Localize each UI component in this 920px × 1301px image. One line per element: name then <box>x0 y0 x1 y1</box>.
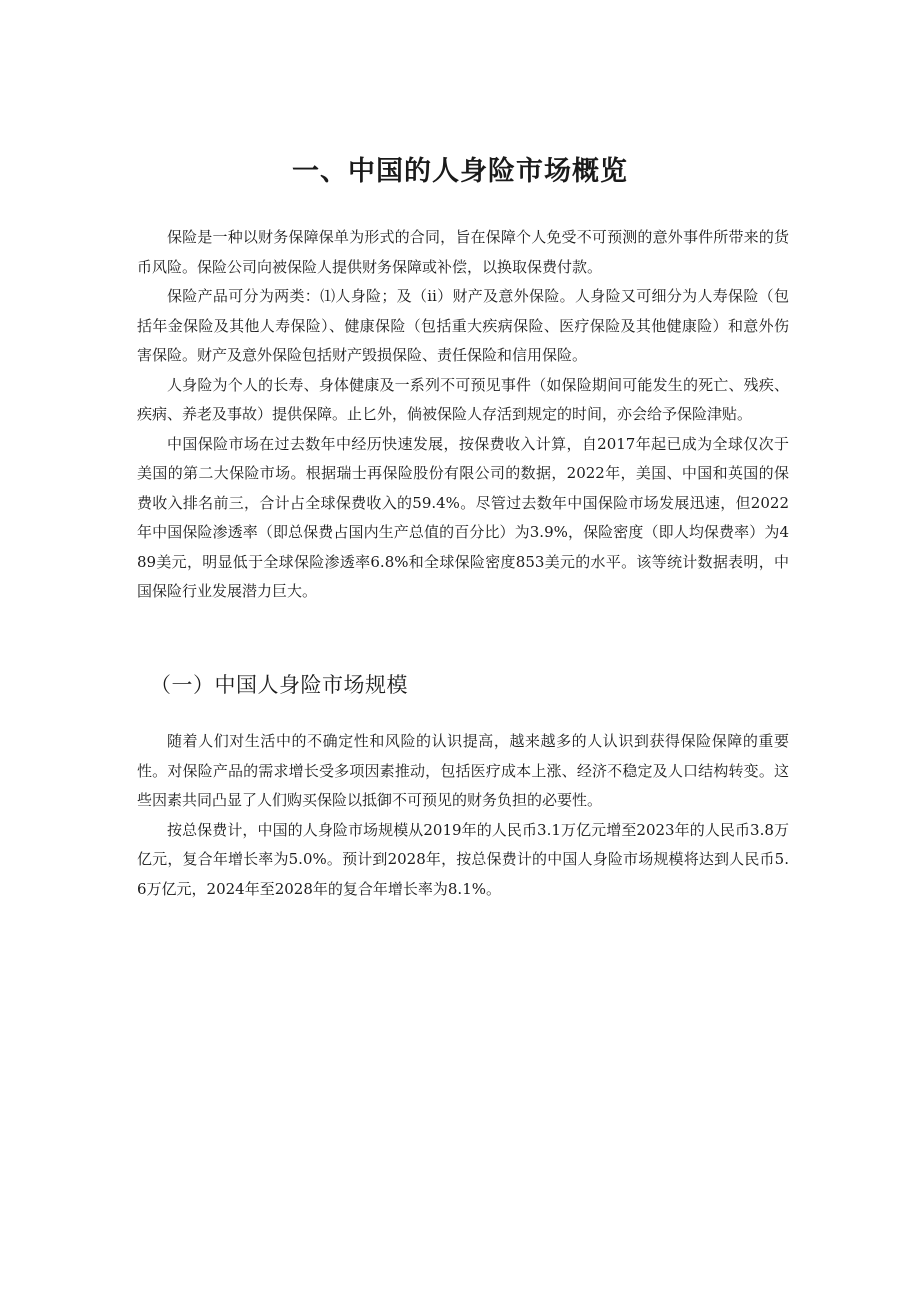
section-heading: （一）中国人身险市场规模 <box>150 673 408 697</box>
paragraph-insurance-definition: 保险是一种以财务保障保单为形式的合同，旨在保障个人免受不可预测的意外事件所带来的货币风险。保险公司向被保险人提供财务保障或补偿，以换取保费付款。 <box>137 228 789 276</box>
paragraph-demand-drivers: 随着人们对生活中的不确定性和风险的认识提高，越来越多的人认识到获得保险保障的重要性。对保险产品的需求增长受多项因素推动，包括医疗成本上涨、经济不稳定及人口结构转变。这些因素共同凸显了人们购买保险以抵御不可预见的财务负担的必要性。 <box>137 732 789 809</box>
paragraph-life-insurance: 人身险为个人的长寿、身体健康及一系列不可预见事件（如保险期间可能发生的死亡、残疾、疾病、养老及事故）提供保障。止匕外，倘被保险人存活到规定的时间，亦会给予保险津贴。 <box>137 375 789 423</box>
page-title: 一、中国的人身险市场概览 <box>292 156 628 187</box>
intro-section <box>137 223 789 607</box>
market-size-section <box>137 727 789 904</box>
paragraph-product-types: 保险产品可分为两类：⑴人身险；及（ⅱ）财产及意外保险。人身险又可细分为人寿保险（包括年金保险及其他人寿保险）、健康保险（包括重大疾病保险、医疗保险及其他健康险）和意外伤害保险。财产及意外保险包括财产毁损保险、责任保险和信用保险。 <box>137 287 789 364</box>
paragraph-market-size: 按总保费计，中国的人身险市场规模从2019年的人民币3.1万亿元增至2023年的人民币3.8万亿元，复合年增长率为5.0%。预计到2028年，按总保费计的中国人身险市场规模将达到人民币5.6万亿元，2024年至2028年的复合年增长率为8.1%。 <box>137 820 789 898</box>
paragraph-china-market: 中国保险市场在过去数年中经历快速发展，按保费收入计算，自2017年起已成为全球仅次于美国的第二大保险市场。根据瑞士再保险股份有限公司的数据，2022年，美国、中国和英国的保费收入排名前三，合计占全球保费收入的59.4%。尽管过去数年中国保险市场发展迅速，但2022年中国保险渗透率（即总保费占国内生产总值的百分比）为3.9%，保险密度（即人均保费率）为489美元，明显低于全球保险渗透率6.8%和全球保险密度853美元的水平。该等统计数据表明，中国保险行业发展潜力巨大。 <box>137 434 789 600</box>
